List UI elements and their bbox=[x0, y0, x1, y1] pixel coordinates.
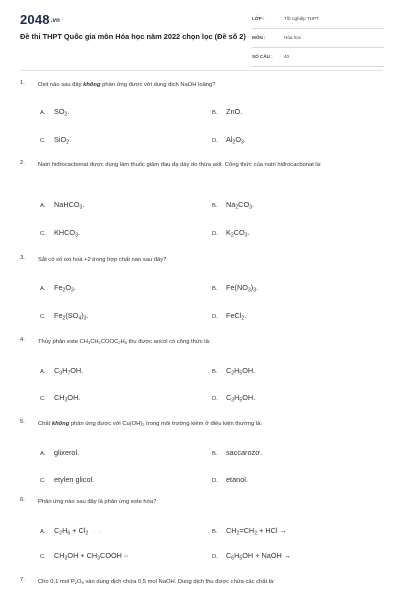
answer-option-b[interactable] bbox=[212, 448, 262, 457]
option-letter: B. bbox=[212, 369, 218, 375]
question-number: 2. bbox=[20, 160, 25, 166]
option-text: etanol. bbox=[226, 475, 248, 484]
option-text: FeCl$_2$. bbox=[226, 311, 247, 322]
meta-value: Hóa học bbox=[284, 35, 302, 40]
answer-option-b[interactable] bbox=[212, 366, 255, 375]
option-letter: D. bbox=[212, 396, 218, 402]
option-text: $CH_3OH$ + $CH_3COOH$ ⇄ bbox=[54, 551, 129, 562]
meta-row-class bbox=[252, 14, 384, 29]
option-text: $Fe_2(SO_4)_3$. bbox=[54, 311, 89, 322]
option-letter: B. bbox=[212, 529, 218, 535]
option-letter: A. bbox=[40, 203, 46, 209]
option-letter: D. bbox=[212, 314, 218, 320]
question-text: Sắt có số oxi hoá +2 trong hợp chất nào sau đây? bbox=[38, 257, 167, 263]
answer-option-a[interactable] bbox=[40, 283, 76, 292]
question-text: Phản ứng nào sau đây là phản ứng este hóa? bbox=[38, 499, 157, 505]
answer-option-d[interactable] bbox=[212, 393, 255, 402]
exam-header bbox=[0, 0, 400, 62]
meta-value: 40 bbox=[284, 54, 290, 59]
answer-option-b[interactable] bbox=[212, 526, 287, 535]
question-text: Chất không phản ứng được với $Cu(OH)_2$ trong môi trường kiềm ở điều kiện thường là: bbox=[38, 421, 263, 427]
answer-option-d[interactable] bbox=[212, 475, 248, 484]
answer-option-a[interactable] bbox=[40, 448, 79, 457]
question-number: 3. bbox=[20, 255, 25, 261]
option-letter: A. bbox=[40, 286, 46, 292]
meta-key: MÔN : bbox=[252, 35, 266, 40]
answer-option-d[interactable] bbox=[212, 311, 246, 320]
option-text: $Al_2O_3$. bbox=[226, 135, 246, 146]
option-letter: C. bbox=[40, 231, 46, 237]
answer-option-c[interactable] bbox=[40, 393, 80, 402]
answer-option-b[interactable] bbox=[212, 283, 258, 292]
answer-option-b[interactable] bbox=[212, 107, 242, 116]
option-letter: D. bbox=[212, 478, 218, 484]
option-letter: C. bbox=[40, 314, 46, 320]
meta-row-subject bbox=[252, 33, 384, 48]
answer-option-b[interactable] bbox=[212, 200, 254, 209]
option-letter: A. bbox=[40, 110, 46, 116]
exam-meta bbox=[252, 14, 384, 71]
option-letter: D. bbox=[212, 138, 218, 144]
option-text: $Na_2CO_3$. bbox=[226, 200, 254, 211]
question-number: 5. bbox=[20, 419, 25, 425]
question-text: Natri hiđrocacbonat được dùng làm thuốc giảm đau dạ dày do thừa axit. Công thức của natri hiđrocacbonat là: bbox=[38, 162, 322, 168]
option-text: SiO$_2$. bbox=[54, 135, 72, 146]
option-text: $C_2H_6 + Cl_2$ → → bbox=[54, 526, 102, 537]
option-text: $C_3H_5OH$. bbox=[226, 393, 256, 404]
meta-key: SỐ CÂU : bbox=[252, 54, 273, 59]
answer-option-d[interactable] bbox=[212, 135, 246, 144]
option-letter: D. bbox=[212, 231, 218, 237]
answer-option-c[interactable] bbox=[40, 135, 71, 144]
option-text: $SO_2$. bbox=[54, 107, 70, 118]
option-letter: C. bbox=[40, 396, 46, 402]
option-letter: A. bbox=[40, 369, 46, 375]
option-text: ZnO. bbox=[226, 107, 243, 116]
option-letter: A. bbox=[40, 451, 46, 457]
question-text: Oxit nào sau đây không phản ứng được với dung dịch NaOH loãng? bbox=[38, 82, 216, 88]
meta-key: LỚP : bbox=[252, 16, 265, 21]
option-text: $CH_2=CH_2$ + HCl → bbox=[226, 526, 287, 537]
option-text: NaHCO$_3$. bbox=[54, 200, 85, 211]
question-number: 4. bbox=[20, 337, 25, 343]
answer-option-a[interactable] bbox=[40, 366, 83, 375]
option-text: saccarozơ. bbox=[226, 448, 263, 457]
answer-option-a[interactable] bbox=[40, 200, 84, 209]
answer-option-c[interactable] bbox=[40, 228, 80, 237]
answer-option-c[interactable] bbox=[40, 475, 94, 484]
option-letter: A. bbox=[40, 529, 46, 535]
site-logo[interactable]: 2048.vn bbox=[20, 12, 61, 27]
option-letter: B. bbox=[212, 286, 218, 292]
question-number: 6. bbox=[20, 497, 25, 503]
question-number: 1. bbox=[20, 80, 25, 86]
option-text: etylen glicol. bbox=[54, 475, 95, 484]
option-text: $C_2H_5OH$. bbox=[226, 366, 256, 377]
option-letter: C. bbox=[40, 554, 46, 560]
option-letter: B. bbox=[212, 451, 218, 457]
option-text: glixerol. bbox=[54, 448, 80, 457]
meta-row-count bbox=[252, 52, 384, 67]
option-text: $Fe(NO_3)_3$. bbox=[226, 283, 259, 294]
header-divider bbox=[20, 70, 382, 71]
answer-option-d[interactable] bbox=[212, 551, 291, 560]
option-text: $Fe_2O_3$. bbox=[54, 283, 76, 294]
option-letter: B. bbox=[212, 203, 218, 209]
option-text: $CH_3OH$. bbox=[54, 393, 81, 404]
option-letter: B. bbox=[212, 110, 218, 116]
question-number: 7. bbox=[20, 577, 25, 583]
option-text: $K_2CO_3$. bbox=[226, 228, 250, 239]
answer-option-c[interactable] bbox=[40, 551, 128, 560]
meta-value: Tốt nghiệp THPT bbox=[284, 16, 319, 21]
question-text: Thủy phân este $CH_3CH_2COOC_2H_5$ thu được ancol có công thức là: bbox=[38, 339, 211, 345]
option-letter: C. bbox=[40, 138, 46, 144]
exam-title: Đề thi THPT Quốc gia môn Hóa học năm 2022 chọn lọc (Đề số 2) bbox=[20, 32, 246, 41]
answer-option-c[interactable] bbox=[40, 311, 89, 320]
option-letter: D. bbox=[212, 554, 218, 560]
answer-option-a[interactable] bbox=[40, 107, 69, 116]
answer-option-a[interactable] bbox=[40, 526, 102, 535]
option-text: $C_6H_5OH$ + NaOH → bbox=[226, 551, 292, 562]
option-text: $C_3H_7OH$. bbox=[54, 366, 84, 377]
answer-option-d[interactable] bbox=[212, 228, 250, 237]
option-letter: C. bbox=[40, 478, 46, 484]
option-text: $KHCO_3$. bbox=[54, 228, 80, 239]
question-text: Cho 0,1 mol $P_2O_5$ vào dung dịch chứa 0,5 mol NaOH. Dung dịch thu được chứa các chất là: bbox=[38, 579, 275, 585]
